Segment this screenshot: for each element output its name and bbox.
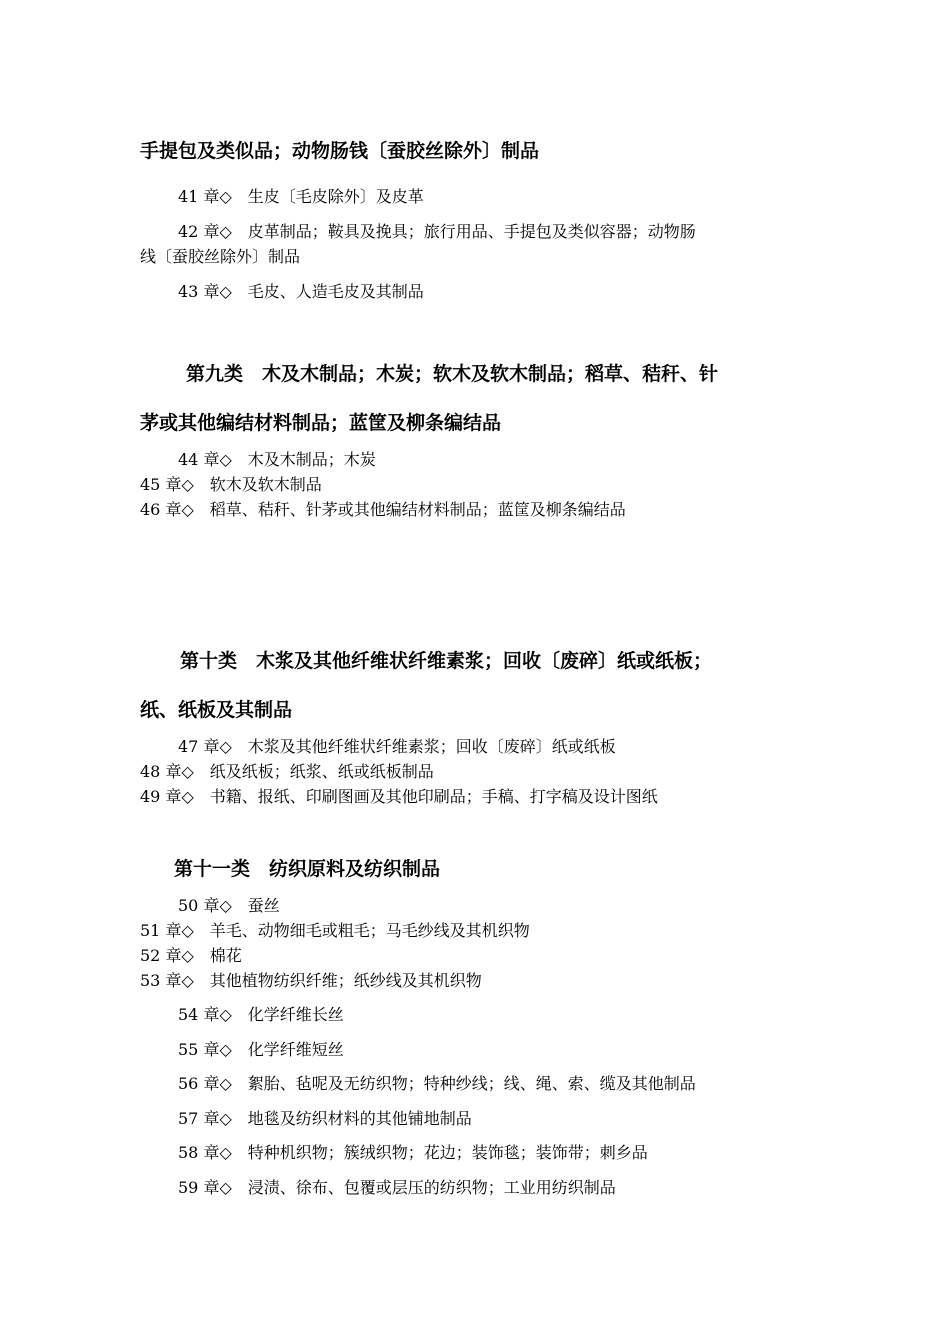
chapter-line: 51 章◇ 羊毛、动物细毛或粗毛；马毛纱线及其机织物 bbox=[140, 921, 530, 940]
chapter-line: 57 章◇ 地毯及纺织材料的其他铺地制品 bbox=[178, 1109, 472, 1128]
chapter-line: 53 章◇ 其他植物纺织纤维；纸纱线及其机织物 bbox=[140, 971, 482, 990]
chapter-line: 58 章◇ 特种机织物；簇绒织物；花边；装饰毯；装饰带；刺乡品 bbox=[178, 1143, 648, 1162]
chapter-line: 52 章◇ 棉花 bbox=[140, 946, 242, 965]
chapter-line: 59 章◇ 浸渍、徐布、包覆或层压的纺织物；工业用纺织制品 bbox=[178, 1178, 616, 1197]
chapter-line: 55 章◇ 化学纤维短丝 bbox=[178, 1040, 344, 1059]
chapter-line: 44 章◇ 木及木制品；木炭 bbox=[178, 450, 376, 469]
chapter-line: 49 章◇ 书籍、报纸、印刷图画及其他印刷品；手稿、打字稿及设计图纸 bbox=[140, 787, 658, 806]
section-heading: 第十一类 纺织原料及纺织制品 bbox=[174, 858, 441, 880]
section-heading: 第九类 木及木制品；木炭；软木及软木制品；稻草、秸秆、针 bbox=[186, 363, 719, 385]
section-heading: 纸、纸板及其制品 bbox=[140, 699, 293, 721]
chapter-line: 47 章◇ 木浆及其他纤维状纤维素浆；回收〔废碎〕纸或纸板 bbox=[178, 737, 616, 756]
chapter-line: 43 章◇ 毛皮、人造毛皮及其制品 bbox=[178, 282, 424, 301]
chapter-line: 线〔蚕胶丝除外〕制品 bbox=[140, 247, 301, 266]
section-heading: 手提包及类似品；动物肠钱〔蚕胶丝除外〕制品 bbox=[140, 140, 540, 162]
chapter-line: 54 章◇ 化学纤维长丝 bbox=[178, 1005, 344, 1024]
chapter-line: 45 章◇ 软木及软木制品 bbox=[140, 475, 322, 494]
chapter-line: 48 章◇ 纸及纸板；纸浆、纸或纸板制品 bbox=[140, 762, 434, 781]
chapter-line: 56 章◇ 絮胎、毡呢及无纺织物；特种纱线；线、绳、索、缆及其他制品 bbox=[178, 1074, 696, 1093]
chapter-line: 50 章◇ 蚕丝 bbox=[178, 896, 280, 915]
section-heading: 茅或其他编结材料制品；蓝筐及柳条编结品 bbox=[140, 412, 502, 434]
section-heading: 第十类 木浆及其他纤维状纤维素浆；回收〔废碎〕纸或纸板； bbox=[180, 650, 713, 672]
chapter-line: 41 章◇ 生皮〔毛皮除外〕及皮革 bbox=[178, 187, 424, 206]
chapter-line: 46 章◇ 稻草、秸秆、针茅或其他编结材料制品；蓝筐及柳条编结品 bbox=[140, 500, 626, 519]
chapter-line: 42 章◇ 皮革制品；鞍具及挽具；旅行用品、手提包及类似容器；动物肠 bbox=[178, 222, 696, 241]
